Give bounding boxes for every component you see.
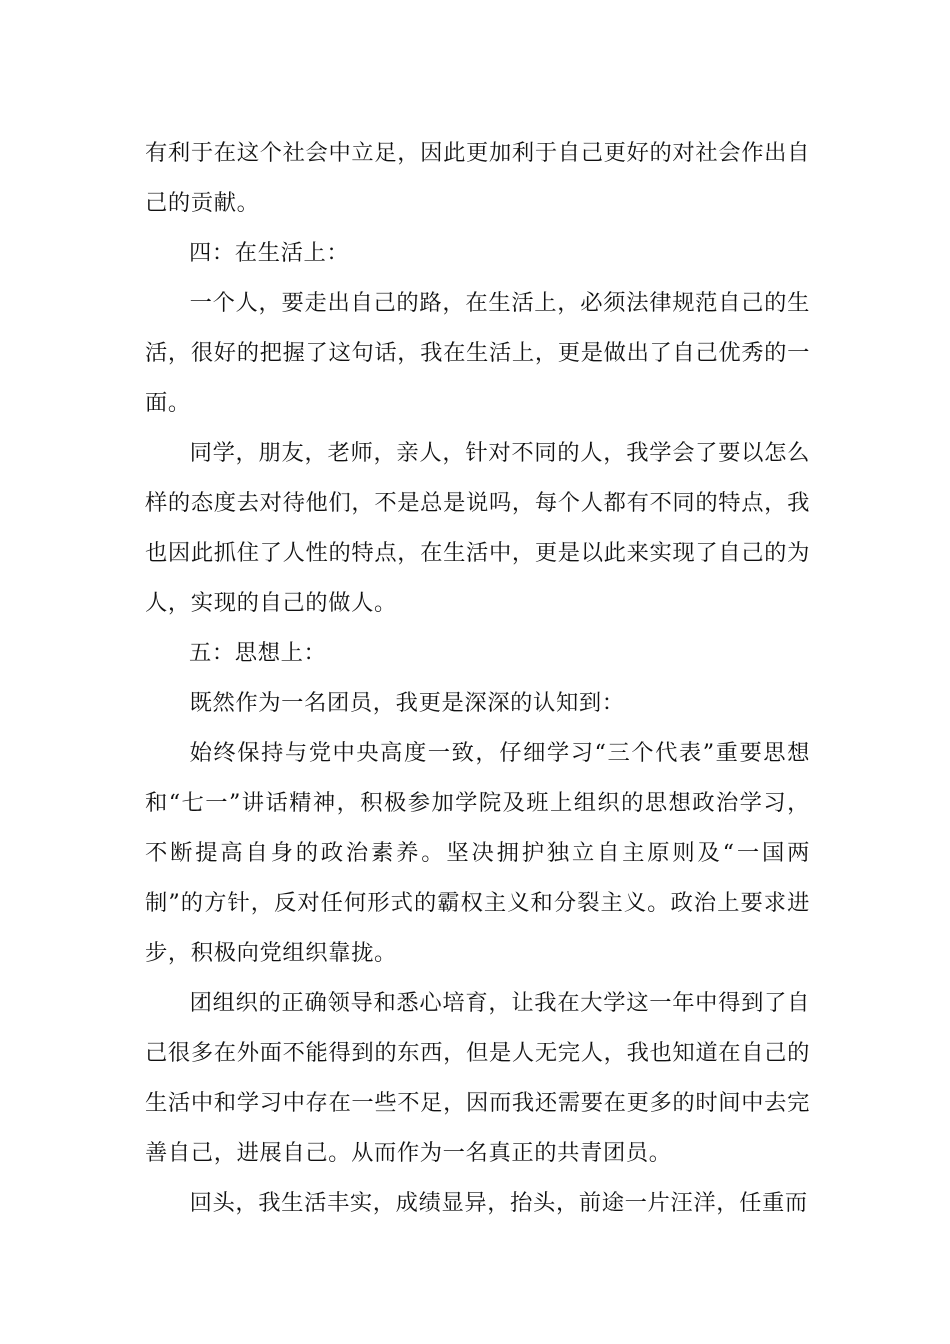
paragraph-truncated: 回头，我生活丰实，成绩显异，抬头，前途一片汪洋，任重而 <box>189 1190 808 1216</box>
section-heading-thought: 五：思想上： <box>189 640 327 666</box>
section-heading-life: 四：在生活上： <box>189 240 350 266</box>
paragraph: 一个人，要走出自己的路，在生活上，必须法律规范自己的生活，很好的把握了这句话，我在生活上，更是做出了自己优秀的一面。 <box>145 290 810 416</box>
document-body <box>145 128 810 1228</box>
paragraph: 始终保持与党中央高度一致，仔细学习“三个代表”重要思想和“七一”讲话精神，积极参加学院及班上组织的思想政治学习，不断提高自身的政治素养。坚决拥护独立自主原则及“一国两制”的方针，反对任何形式的霸权主义和分裂主义。政治上要求进步，积极向党组织靠拢。 <box>145 740 810 966</box>
paragraph-continuation: 有利于在这个社会中立足，因此更加利于自己更好的对社会作出自己的贡献。 <box>145 140 810 216</box>
paragraph: 同学，朋友，老师，亲人，针对不同的人，我学会了要以怎么样的态度去对待他们，不是总是说吗，每个人都有不同的特点，我也因此抓住了人性的特点，在生活中，更是以此来实现了自己的为人，实现的自己的做人。 <box>145 440 810 616</box>
paragraph: 既然作为一名团员，我更是深深的认知到： <box>189 690 625 716</box>
paragraph: 团组织的正确领导和悉心培育，让我在大学这一年中得到了自己很多在外面不能得到的东西，但是人无完人，我也知道在自己的生活中和学习中存在一些不足，因而我还需要在更多的时间中去完善自己，进展自己。从而作为一名真正的共青团员。 <box>145 990 810 1166</box>
